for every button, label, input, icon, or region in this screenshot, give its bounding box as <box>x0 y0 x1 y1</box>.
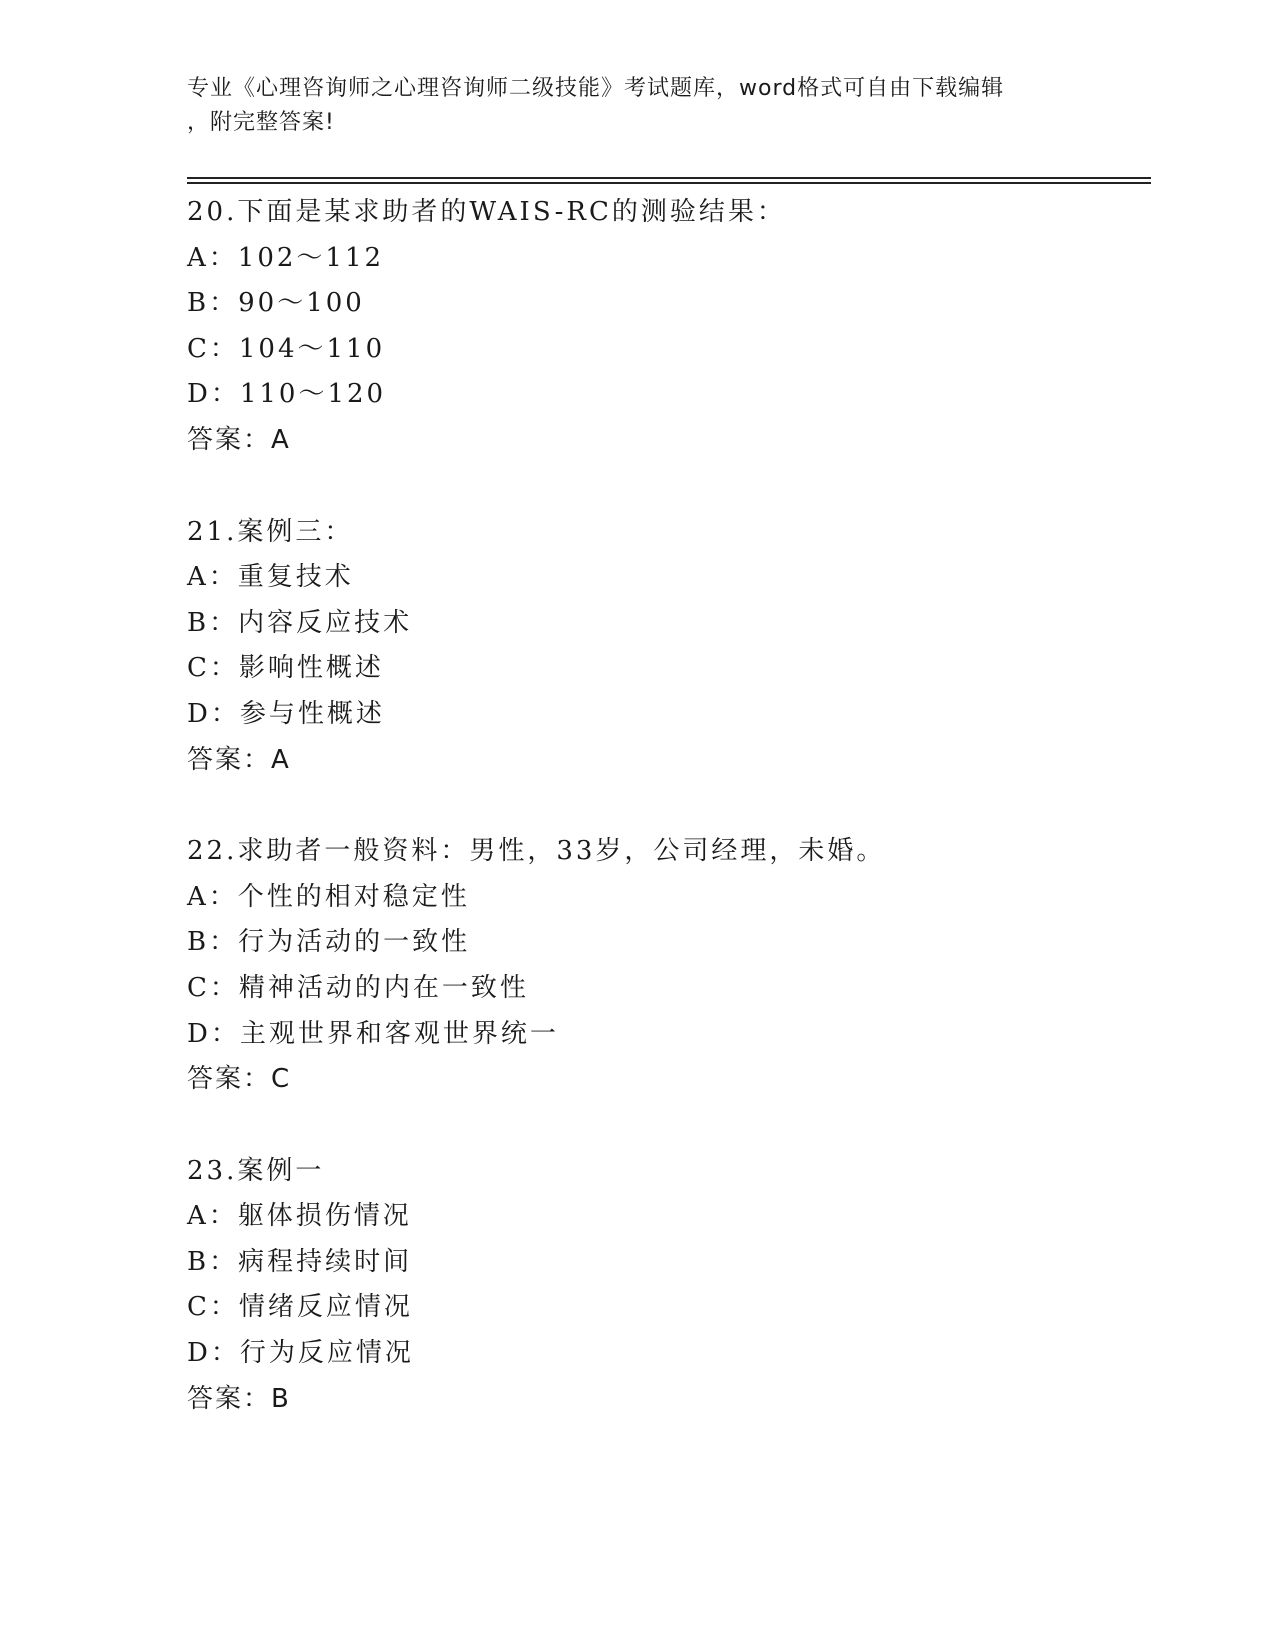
option-d: D：参与性概述 <box>187 698 385 729</box>
header-divider-bottom <box>187 182 1151 184</box>
question-stem: 21.案例三： <box>187 516 354 547</box>
option-a: A：重复技术 <box>187 562 354 593</box>
option-d: D：110～120 <box>187 379 387 410</box>
header-divider-top <box>187 177 1151 179</box>
answer: 答案：A <box>187 744 291 775</box>
question-stem: 23.案例一 <box>187 1155 325 1186</box>
option-b: B：内容反应技术 <box>187 607 413 638</box>
question-21 <box>187 510 1147 784</box>
option-a: A：102～112 <box>187 242 385 273</box>
option-c: C：精神活动的内在一致性 <box>187 972 529 1003</box>
answer: 答案：C <box>187 1064 292 1095</box>
question-stem: 22.求助者一般资料：男性，33岁，公司经理，未婚。 <box>187 836 886 867</box>
option-b: B：行为活动的一致性 <box>187 927 471 958</box>
option-d: D：行为反应情况 <box>187 1338 414 1369</box>
option-b: B：病程持续时间 <box>187 1246 413 1277</box>
answer: 答案：A <box>187 424 291 455</box>
option-a: A：个性的相对稳定性 <box>187 881 470 912</box>
question-20 <box>187 190 1147 464</box>
header-line-2: ，附完整答案! <box>187 110 335 135</box>
question-23 <box>187 1149 1147 1423</box>
document-header <box>187 72 1087 140</box>
option-c: C：104～110 <box>187 333 386 364</box>
header-line-1: 专业《心理咨询师之心理咨询师二级技能》考试题库，word格式可自由下载编辑 <box>187 76 1005 101</box>
question-stem: 20.下面是某求助者的WAIS-RC的测验结果： <box>187 197 786 227</box>
question-list <box>187 190 1147 1468</box>
answer: 答案：B <box>187 1383 291 1414</box>
option-c: C：情绪反应情况 <box>187 1292 413 1323</box>
option-d: D：主观世界和客观世界统一 <box>187 1018 559 1049</box>
question-22 <box>187 829 1147 1103</box>
option-c: C：影响性概述 <box>187 653 384 684</box>
option-a: A：躯体损伤情况 <box>187 1201 412 1232</box>
option-b: B：90～100 <box>187 288 365 319</box>
